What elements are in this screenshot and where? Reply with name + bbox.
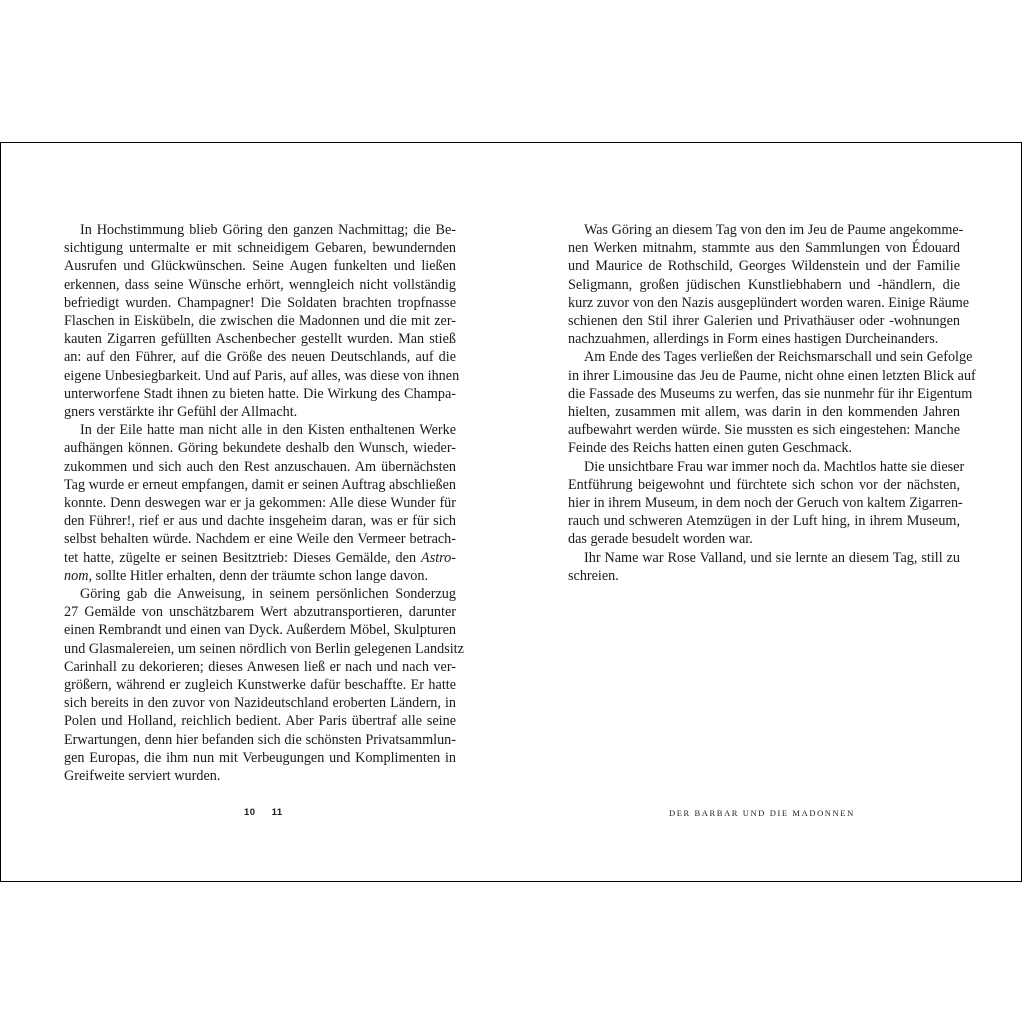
text-line: In Hochstimmung blieb Göring den ganzen Nachmittag; die Be- <box>80 222 456 238</box>
page-number-left: 10 <box>244 807 256 818</box>
text-line: kurz zuvor von den Nazis ausgeplündert worden waren. Einige Räume <box>568 294 970 311</box>
text-line: kauten Zigarren gefüllten Aschenbecher gestellt wurden. Man stieß <box>64 331 456 348</box>
paragraph <box>568 348 976 457</box>
text-line: rauch und schweren Atemzügen in der Luft hing, in ihrem Museum, <box>568 513 960 530</box>
text-line: unterworfene Stadt ihnen zu bieten hatte. Die Wirkung des Champa- <box>64 385 456 402</box>
text-line: Die unsichtbare Frau war immer noch da. Machtlos hatte sie dieser <box>584 458 965 475</box>
paragraph <box>568 549 960 585</box>
text-line: aufhängen können. Göring bekundete deshalb den Wunsch, wieder- <box>64 440 456 457</box>
text-line: schreien. <box>568 567 619 584</box>
text-line: Erwartungen, denn hier befanden sich die schönsten Privatsammlun- <box>64 731 456 748</box>
text-line: nom, sollte Hitler erhalten, denn der träumte schon lange davon. <box>64 567 429 584</box>
text-line: Was Göring an diesem Tag von den im Jeu de Paume angekomme- <box>584 222 964 238</box>
text-line: Feinde des Reichs hatten einen guten Geschmack. <box>568 440 853 457</box>
text-line: Carinhall zu dekorieren; dieses Anwesen ließ er nach und nach ver- <box>64 658 456 675</box>
text-line: selbst behalten würde. Nachdem er eine Weile den Vermeer betrach- <box>64 531 456 548</box>
text-line: befriedigt wurden. Champagner! Die Soldaten brachten tropfnasse <box>64 294 456 311</box>
text-line: erkennen, dass seine Wünsche erhört, wenngleich nicht vollständig <box>64 276 456 293</box>
text-line: Flaschen in Eiskübeln, die zwischen die Madonnen und die mit zer- <box>64 313 456 330</box>
book-spread <box>0 142 1022 882</box>
page-numbers <box>244 807 299 818</box>
text-line: in ihrer Limousine das Jeu de Paume, nicht ohne einen letzten Blick auf <box>568 367 976 384</box>
text-line: aufbewahrt werden würde. Sie mussten es sich eingestehen: Manche <box>568 422 960 439</box>
text-line: hier in ihrem Museum, in dem noch der Geruch von kaltem Zigarren- <box>568 495 963 512</box>
running-head: DER BARBAR UND DIE MADONNEN <box>669 808 855 818</box>
text-line: größern, während er zugleich Kunstwerke dafür beschaffte. Er hatte <box>64 677 456 694</box>
paragraph <box>64 585 464 785</box>
paragraph <box>568 458 965 549</box>
text-line: Ausrufen und Glückwünschen. Seine Augen funkelten und ließen <box>64 258 456 275</box>
text-line: Göring gab die Anweisung, in seinem persönlichen Sonderzug <box>80 586 456 603</box>
page-number-right: 11 <box>271 807 283 818</box>
text-line: eigene Unbesiegbarkeit. Und auf Paris, auf alles, was diese von ihnen <box>64 367 460 384</box>
text-line: die Fassade des Museums zu werfen, das sie nunmehr für ihr Eigentum <box>568 385 973 402</box>
text-line: Entführung beigewohnt und fürchtete sich schon vor der nächsten, <box>568 476 960 493</box>
text-line: Polen und Holland, reichlich bedient. Aber Paris übertraf alle seine <box>64 713 456 730</box>
text-line: hielten, zusammen mit allem, was darin in den kommenden Jahren <box>568 404 960 421</box>
paragraph <box>64 421 456 585</box>
text-line: das gerade besudelt worden war. <box>568 531 753 548</box>
text-line: nachzuahmen, allerdings in Form eines hastigen Durcheinanders. <box>568 331 939 348</box>
text-line: gen Europas, die ihm nun mit Verbeugungen und Komplimenten in <box>64 749 456 766</box>
left-page-text <box>64 221 464 785</box>
text-line: gners verstärkte ihr Gefühl der Allmacht. <box>64 404 298 421</box>
text-line: Tag wurde er erneut empfangen, damit er seinen Auftrag abschließen <box>64 476 456 493</box>
text-line: Ihr Name war Rose Valland, und sie lernte an diesem Tag, still zu <box>584 549 960 566</box>
text-line: Seligmann, großen jüdischen Kunstliebhabern und -händlern, die <box>568 276 960 293</box>
paragraph <box>64 221 460 421</box>
text-line: einen Rembrandt und einen van Dyck. Außerdem Möbel, Skulpturen <box>64 622 456 639</box>
text-line: tet hatte, zügelte er seinen Besitztrieb: Dieses Gemälde, den Astro- <box>64 549 456 566</box>
text-line: und Maurice de Rothschild, Georges Wildenstein und der Familie <box>568 258 960 275</box>
text-line: nen Werken mitnahm, stammte aus den Sammlungen von Édouard <box>568 240 960 257</box>
text-line: an: auf den Führer, auf die Größe des neuen Deutschlands, auf die <box>64 349 456 366</box>
text-line: In der Eile hatte man nicht alle in den Kisten enthaltenen Werke <box>80 422 456 439</box>
text-line: 27 Gemälde von unschätzbarem Wert abzutransportieren, darunter <box>64 604 456 621</box>
text-line: zukommen und sich auch den Rest anzuschauen. Am übernächsten <box>64 458 456 475</box>
text-line: sichtigung untermalte er mit schneidigem Gebaren, bewundernden <box>64 240 456 257</box>
text-line: Am Ende des Tages verließen der Reichsmarschall und sein Gefolge <box>584 349 973 366</box>
text-line: und Glasmalereien, um seinen nördlich von Berlin gelegenen Landsitz <box>64 640 464 657</box>
paragraph <box>568 221 970 348</box>
text-line: konnte. Denn deswegen war er ja gekommen: Alle diese Wunder für <box>64 495 456 512</box>
text-line: den Führer!, rief er aus und dachte insgeheim daran, was er für sich <box>64 513 456 530</box>
text-line: sich bereits in den zuvor von Nazideutschland eroberten Ländern, in <box>64 695 456 712</box>
text-line: Greifweite serviert wurden. <box>64 768 221 785</box>
text-line: schienen den Stil ihrer Galerien und Privathäuser oder -wohnungen <box>568 313 960 330</box>
right-page-text <box>568 221 976 585</box>
